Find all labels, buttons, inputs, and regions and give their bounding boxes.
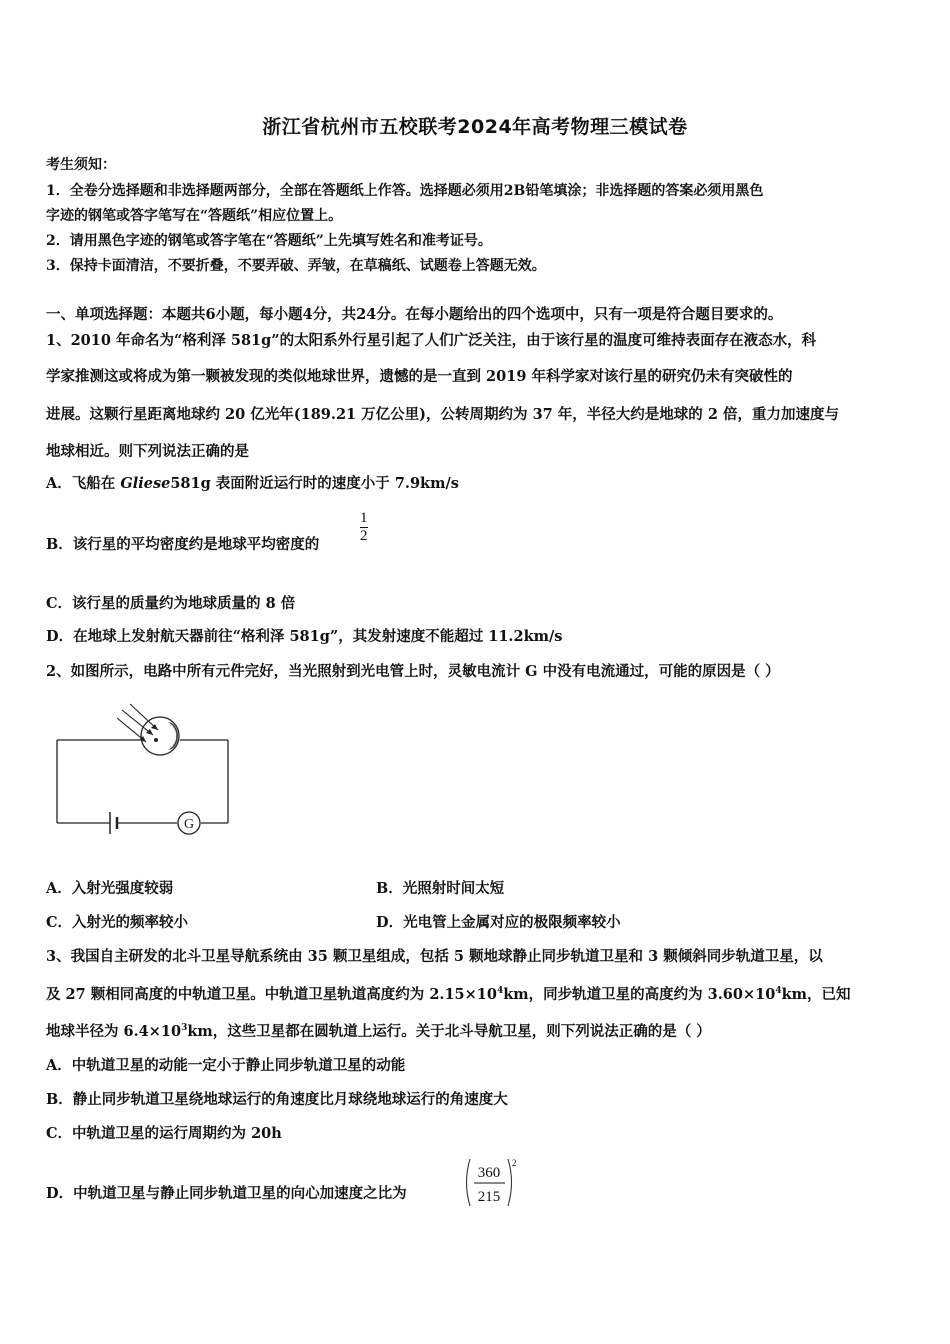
option-b: B．光照射时间太短 bbox=[376, 880, 505, 897]
option-a: A．中轨道卫星的动能一定小于静止同步轨道卫星的动能 bbox=[46, 1057, 406, 1074]
stem-text: 及 27 颗相同高度的中轨道卫星。中轨道卫星轨道高度约为 2.15×10 bbox=[46, 986, 497, 1003]
option-a bbox=[46, 472, 459, 493]
notice-item: 1．全卷分选择题和非选择题两部分，全部在答题纸上作答。选择题必须用2B铅笔填涂；非选择题的答案必须用黑色 bbox=[46, 183, 764, 199]
option-d: D．中轨道卫星与静止同步轨道卫星的向心加速度之比为 bbox=[46, 1185, 407, 1202]
right-paren bbox=[508, 1159, 512, 1206]
stem-text: km，同步轨道卫星的高度约为 3.60×10 bbox=[503, 986, 776, 1003]
fraction-denominator: 2 bbox=[360, 527, 368, 544]
option-d: D．在地球上发射航天器前往“格利泽 581g”，其发射速度不能超过 11.2km/s bbox=[46, 628, 563, 645]
question-stem-line: 进展。这颗行星距离地球约 20 亿光年(189.21 万亿公里)，公转周期约为 37 年，半径大约是地球的 2 倍，重力加速度与 bbox=[46, 406, 839, 423]
question-stem: 2、如图所示，电路中所有元件完好，当光照射到光电管上时，灵敏电流计 G 中没有电流通过，可能的原因是（ ） bbox=[46, 663, 780, 680]
left-paren bbox=[467, 1159, 471, 1206]
fraction-one-half bbox=[360, 507, 368, 544]
notice-item: 3．保持卡面清洁，不要折叠，不要弄破、弄皱，在草稿纸、试题卷上答题无效。 bbox=[46, 258, 546, 274]
page-title: 浙江省杭州市五校联考2024年高考物理三模试卷 bbox=[262, 116, 688, 138]
question-stem-line: 地球相近。则下列说法正确的是 bbox=[46, 443, 249, 460]
stem-text: 地球半径为 6.4×10 bbox=[46, 1023, 182, 1040]
stem-text: km，这些卫星都在圆轨道上运行。关于北斗导航卫星，则下列说法正确的是（ ） bbox=[187, 1023, 711, 1040]
option-d: D．光电管上金属对应的极限频率较小 bbox=[376, 914, 621, 931]
option-c: C．中轨道卫星的运行周期约为 20h bbox=[46, 1125, 282, 1142]
notice-item: 字迹的钢笔或答字笔写在“答题纸”相应位置上。 bbox=[46, 208, 343, 224]
question-stem-line: 3、我国自主研发的北斗卫星导航系统由 35 颗卫星组成，包括 5 颗地球静止同步轨道卫星和 3 颗倾斜同步轨道卫星，以 bbox=[46, 948, 823, 965]
photocell-icon bbox=[141, 717, 179, 755]
photoelectric-circuit-diagram bbox=[40, 700, 250, 845]
option-c: C．入射光的频率较小 bbox=[46, 914, 189, 931]
exponent: 4 bbox=[496, 986, 504, 997]
option-a-italic: Gliese bbox=[120, 475, 171, 492]
exponent: 2 bbox=[512, 1158, 517, 1168]
stem-text: km，已知 bbox=[781, 986, 851, 1003]
option-b: B．该行星的平均密度约是地球平均密度的 bbox=[46, 536, 320, 553]
fraction-denominator: 215 bbox=[477, 1189, 501, 1205]
fraction-numerator: 1 bbox=[360, 510, 368, 526]
exponent: 4 bbox=[775, 986, 782, 997]
notice-heading: 考生须知： bbox=[46, 157, 116, 173]
photocell-anode bbox=[154, 738, 158, 742]
question-stem-line bbox=[46, 983, 850, 1004]
option-b: B．静止同步轨道卫星绕地球运行的角速度比月球绕地球运行的角速度大 bbox=[46, 1091, 508, 1108]
question-stem-line bbox=[46, 1020, 711, 1041]
ratio-expression bbox=[462, 1156, 524, 1212]
question-stem-line: 1、2010 年命名为“格利泽 581g”的太阳系外行星引起了人们广泛关注，由于该行星的温度可维持表面存在液态水，科 bbox=[46, 332, 817, 349]
option-a: A．入射光强度较弱 bbox=[46, 880, 174, 897]
option-a-prefix: A．飞船在 bbox=[46, 475, 121, 492]
galvanometer-label: G bbox=[183, 817, 195, 832]
section-heading: 一、单项选择题：本题共6小题，每小题4分，共24分。在每小题给出的四个选项中，只有一项是符合题目要求的。 bbox=[46, 306, 783, 323]
fraction-numerator: 360 bbox=[477, 1165, 501, 1181]
option-c: C．该行星的质量约为地球质量的 8 倍 bbox=[46, 595, 296, 612]
exponent: 3 bbox=[181, 1023, 188, 1034]
notice-item: 2．请用黑色字迹的钢笔或答字笔在“答题纸”上先填写姓名和准考证号。 bbox=[46, 233, 492, 249]
question-stem-line: 学家推测这或将成为第一颗被发现的类似地球世界，遗憾的是一直到 2019 年科学家对该行星的研究仍未有突破性的 bbox=[46, 368, 793, 385]
option-a-suffix: 581g 表面附近运行时的速度小于 7.9km/s bbox=[170, 475, 459, 492]
